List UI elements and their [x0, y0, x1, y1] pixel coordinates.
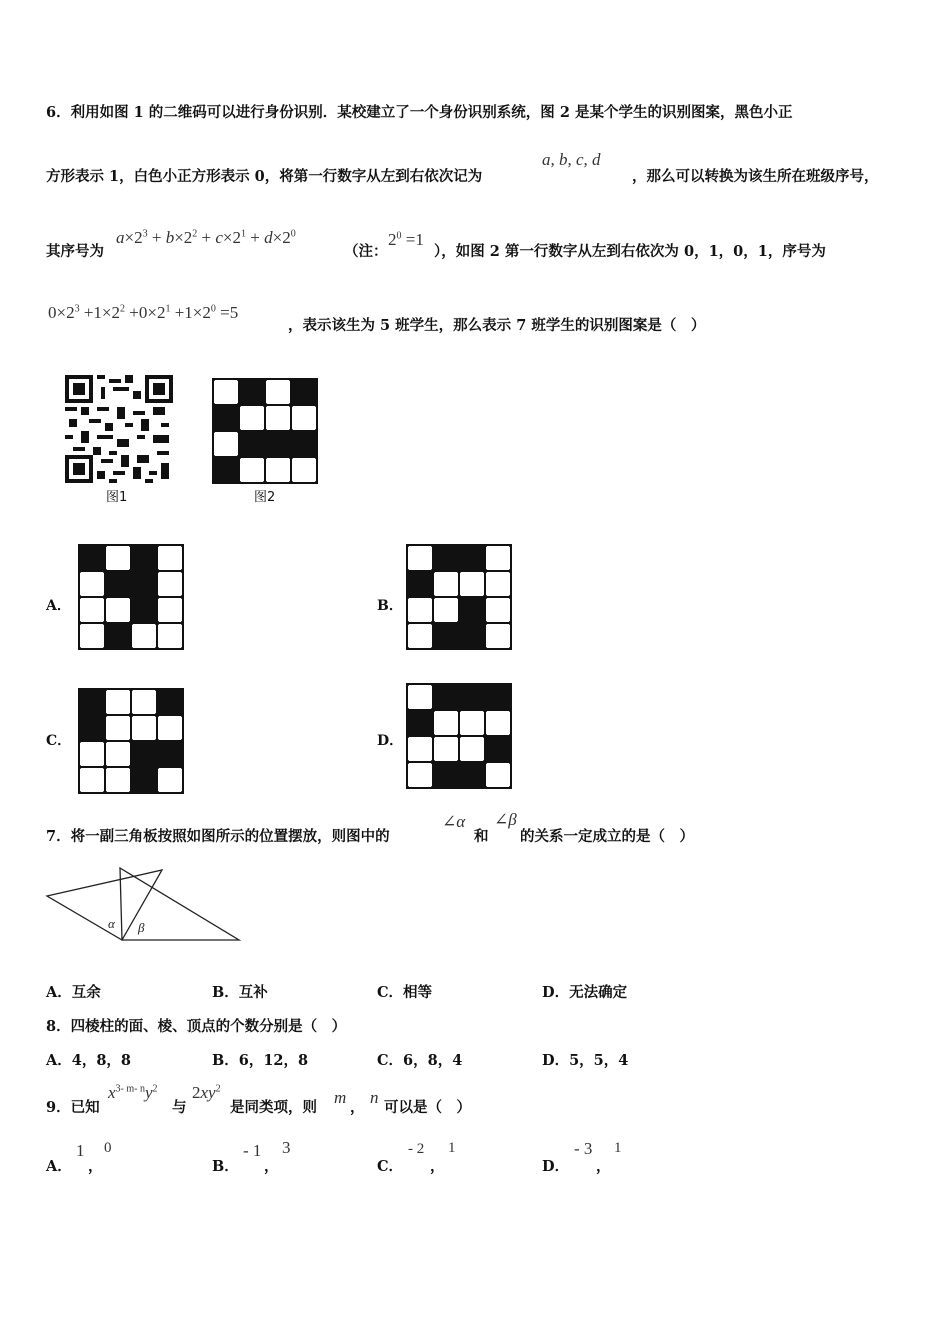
- a-cell-r3-c4: [158, 598, 182, 622]
- q9-option-b-label[interactable]: B．: [212, 1158, 239, 1175]
- b-cell-r1-c4: [486, 546, 510, 570]
- fig2-cell-r3-c1: [214, 432, 238, 456]
- q7-text-pre: 7．将一副三角板按照如图所示的位置摆放，则图中的: [46, 828, 390, 845]
- q6-line3-pre: 其序号为: [46, 243, 104, 260]
- qr-code-figure: [65, 375, 173, 483]
- q9-text-mid: 是同类项，则: [230, 1099, 317, 1116]
- fig2-cell-r1-c2: [240, 380, 264, 404]
- q9-option-a-v1: 1: [76, 1141, 85, 1160]
- q8-option-b[interactable]: B．6，12，8: [212, 1052, 309, 1069]
- q9-with: 与: [172, 1099, 187, 1116]
- d-cell-r4-c2: [434, 763, 458, 787]
- c-cell-r3-c2: [106, 742, 130, 766]
- q7-triangle-figure: [44, 862, 244, 944]
- c-cell-r2-c2: [106, 716, 130, 740]
- b-cell-r3-c1: [408, 598, 432, 622]
- d-cell-r3-c4: [486, 737, 510, 761]
- c-cell-r1-c2: [106, 690, 130, 714]
- d-cell-r2-c2: [434, 711, 458, 735]
- q7-option-d[interactable]: D．无法确定: [542, 984, 628, 1001]
- d-cell-r4-c3: [460, 763, 484, 787]
- fig2-cell-r3-c2: [240, 432, 264, 456]
- q6-line4-post: ，表示该生为 5 班学生，那么表示 7 班学生的识别图案是（ ）: [288, 317, 706, 334]
- q9-option-d-v1: - 3: [574, 1139, 593, 1158]
- q7-and: 和: [474, 828, 489, 845]
- q9-term1: $x^{3- m- n}y^2$: [108, 1083, 158, 1102]
- b-cell-r4-c3: [460, 624, 484, 648]
- b-cell-r4-c4: [486, 624, 510, 648]
- q6-line2-pre: 方形表示 1，白色小正方形表示 0，将第一行数字从左到右依次记为: [46, 168, 483, 185]
- q7-angle-beta: ∠β: [494, 810, 517, 829]
- fig2-cell-r4-c3: [266, 458, 290, 482]
- b-cell-r2-c3: [460, 572, 484, 596]
- d-cell-r3-c1: [408, 737, 432, 761]
- q8-option-a[interactable]: A．4，8，8: [46, 1052, 132, 1069]
- b-cell-r1-c1: [408, 546, 432, 570]
- b-cell-r1-c2: [434, 546, 458, 570]
- q9-option-a-label[interactable]: A．: [46, 1158, 72, 1175]
- q9-var-n: n: [370, 1088, 379, 1107]
- d-cell-r2-c3: [460, 711, 484, 735]
- d-cell-r1-c1: [408, 685, 432, 709]
- b-cell-r4-c1: [408, 624, 432, 648]
- c-cell-r4-c3: [132, 768, 156, 792]
- option-d-label[interactable]: D．: [377, 733, 404, 749]
- d-cell-r3-c2: [434, 737, 458, 761]
- fig2-pattern-grid: [212, 378, 318, 484]
- fig2-cell-r3-c4: [292, 432, 316, 456]
- q7-angle-alpha: ∠α: [442, 812, 466, 831]
- fig1-caption: 图1: [106, 490, 128, 505]
- q7-text-post: 的关系一定成立的是（ ）: [520, 828, 694, 845]
- a-cell-r2-c4: [158, 572, 182, 596]
- q6-note-pre: （注：: [344, 243, 388, 260]
- q9-option-d-v2: 1: [614, 1140, 622, 1156]
- b-cell-r4-c2: [434, 624, 458, 648]
- option-c-grid[interactable]: [78, 688, 184, 794]
- fig2-cell-r2-c1: [214, 406, 238, 430]
- a-cell-r3-c3: [132, 598, 156, 622]
- option-c-label[interactable]: C．: [46, 733, 72, 749]
- q9-text-pre: 9．已知: [46, 1099, 100, 1116]
- fig2-cell-r2-c2: [240, 406, 264, 430]
- q6-line2-post: ，那么可以转换为该生所在班级序号，: [632, 168, 879, 185]
- c-cell-r4-c4: [158, 768, 182, 792]
- c-cell-r3-c1: [80, 742, 104, 766]
- q6-note-formula: $2^0 =1$: [388, 230, 424, 249]
- svg-text:α: α: [108, 916, 115, 931]
- a-cell-r3-c2: [106, 598, 130, 622]
- a-cell-r2-c2: [106, 572, 130, 596]
- b-cell-r2-c1: [408, 572, 432, 596]
- d-cell-r1-c2: [434, 685, 458, 709]
- q6-vars: a, b, c, d: [542, 150, 601, 169]
- q9-var-m: m: [334, 1088, 347, 1107]
- d-cell-r2-c4: [486, 711, 510, 735]
- fig2-caption: 图2: [254, 490, 276, 505]
- svg-text:β: β: [138, 920, 145, 935]
- q9-option-b-sep: ，: [264, 1158, 279, 1175]
- d-cell-r1-c4: [486, 685, 510, 709]
- a-cell-r1-c1: [80, 546, 104, 570]
- q9-option-b-v1: - 1: [243, 1141, 262, 1160]
- q6-example-formula: $0\times 2^3 +1\times 2^2 +0\times 2^1 +1\times 2^0 =5$: [48, 303, 239, 322]
- fig2-cell-r2-c3: [266, 406, 290, 430]
- q9-text-post: 可以是（ ）: [384, 1099, 471, 1116]
- a-cell-r4-c4: [158, 624, 182, 648]
- q7-option-a[interactable]: A．互余: [46, 984, 101, 1001]
- option-a-grid[interactable]: [78, 544, 184, 650]
- option-b-grid[interactable]: [406, 544, 512, 650]
- q7-option-c[interactable]: C．相等: [377, 984, 433, 1001]
- a-cell-r1-c3: [132, 546, 156, 570]
- c-cell-r3-c3: [132, 742, 156, 766]
- a-cell-r1-c4: [158, 546, 182, 570]
- c-cell-r1-c3: [132, 690, 156, 714]
- q9-option-d-label[interactable]: D．: [542, 1158, 570, 1175]
- q6-formula: $a\times 2^3 + b\times 2^2 + c\times 2^1 + d\times 2^0$: [116, 228, 296, 247]
- c-cell-r2-c4: [158, 716, 182, 740]
- d-cell-r3-c3: [460, 737, 484, 761]
- q7-option-b[interactable]: B．互补: [212, 984, 268, 1001]
- b-cell-r1-c3: [460, 546, 484, 570]
- fig2-cell-r2-c4: [292, 406, 316, 430]
- q9-option-a-v2: 0: [104, 1140, 112, 1156]
- option-b-label[interactable]: B．: [377, 598, 403, 614]
- fig2-cell-r4-c4: [292, 458, 316, 482]
- q6-line1: 6．利用如图 1 的二维码可以进行身份识别．某校建立了一个身份识别系统，图 2 是某个学生的识别图案，黑色小正: [46, 104, 793, 121]
- fig2-cell-r1-c3: [266, 380, 290, 404]
- q9-term2: $2xy^2$: [192, 1083, 221, 1102]
- q9-option-a-sep: ，: [88, 1158, 103, 1175]
- fig2-cell-r4-c1: [214, 458, 238, 482]
- c-cell-r2-c3: [132, 716, 156, 740]
- a-cell-r2-c3: [132, 572, 156, 596]
- c-cell-r3-c4: [158, 742, 182, 766]
- c-cell-r2-c1: [80, 716, 104, 740]
- a-cell-r3-c1: [80, 598, 104, 622]
- q9-option-c-v1: - 2: [408, 1141, 425, 1157]
- q8-option-d[interactable]: D．5，5，4: [542, 1052, 629, 1069]
- q6-line3-post: ），如图 2 第一行数字从左到右依次为 0，1，0，1，序号为: [434, 243, 826, 260]
- c-cell-r4-c2: [106, 768, 130, 792]
- q9-sep: ，: [350, 1099, 365, 1116]
- fig2-cell-r1-c1: [214, 380, 238, 404]
- a-cell-r1-c2: [106, 546, 130, 570]
- c-cell-r1-c4: [158, 690, 182, 714]
- fig2-cell-r4-c2: [240, 458, 264, 482]
- fig2-cell-r1-c4: [292, 380, 316, 404]
- option-d-grid[interactable]: [406, 683, 512, 789]
- d-cell-r1-c3: [460, 685, 484, 709]
- option-a-label[interactable]: A．: [46, 598, 71, 614]
- q9-option-d-sep: ，: [596, 1158, 611, 1175]
- q9-option-c-v2: 1: [448, 1140, 456, 1156]
- d-cell-r2-c1: [408, 711, 432, 735]
- b-cell-r3-c2: [434, 598, 458, 622]
- a-cell-r4-c3: [132, 624, 156, 648]
- b-cell-r2-c4: [486, 572, 510, 596]
- a-cell-r2-c1: [80, 572, 104, 596]
- c-cell-r4-c1: [80, 768, 104, 792]
- a-cell-r4-c1: [80, 624, 104, 648]
- q9-option-b-v2: 3: [282, 1138, 291, 1157]
- q9-option-c-sep: ，: [430, 1158, 445, 1175]
- b-cell-r2-c2: [434, 572, 458, 596]
- q8-text: 8．四棱柱的面、棱、顶点的个数分别是（ ）: [46, 1018, 347, 1035]
- d-cell-r4-c1: [408, 763, 432, 787]
- b-cell-r3-c4: [486, 598, 510, 622]
- q9-option-c-label[interactable]: C．: [377, 1158, 404, 1175]
- fig2-cell-r3-c3: [266, 432, 290, 456]
- q8-option-c[interactable]: C．6，8，4: [377, 1052, 463, 1069]
- c-cell-r1-c1: [80, 690, 104, 714]
- b-cell-r3-c3: [460, 598, 484, 622]
- a-cell-r4-c2: [106, 624, 130, 648]
- d-cell-r4-c4: [486, 763, 510, 787]
